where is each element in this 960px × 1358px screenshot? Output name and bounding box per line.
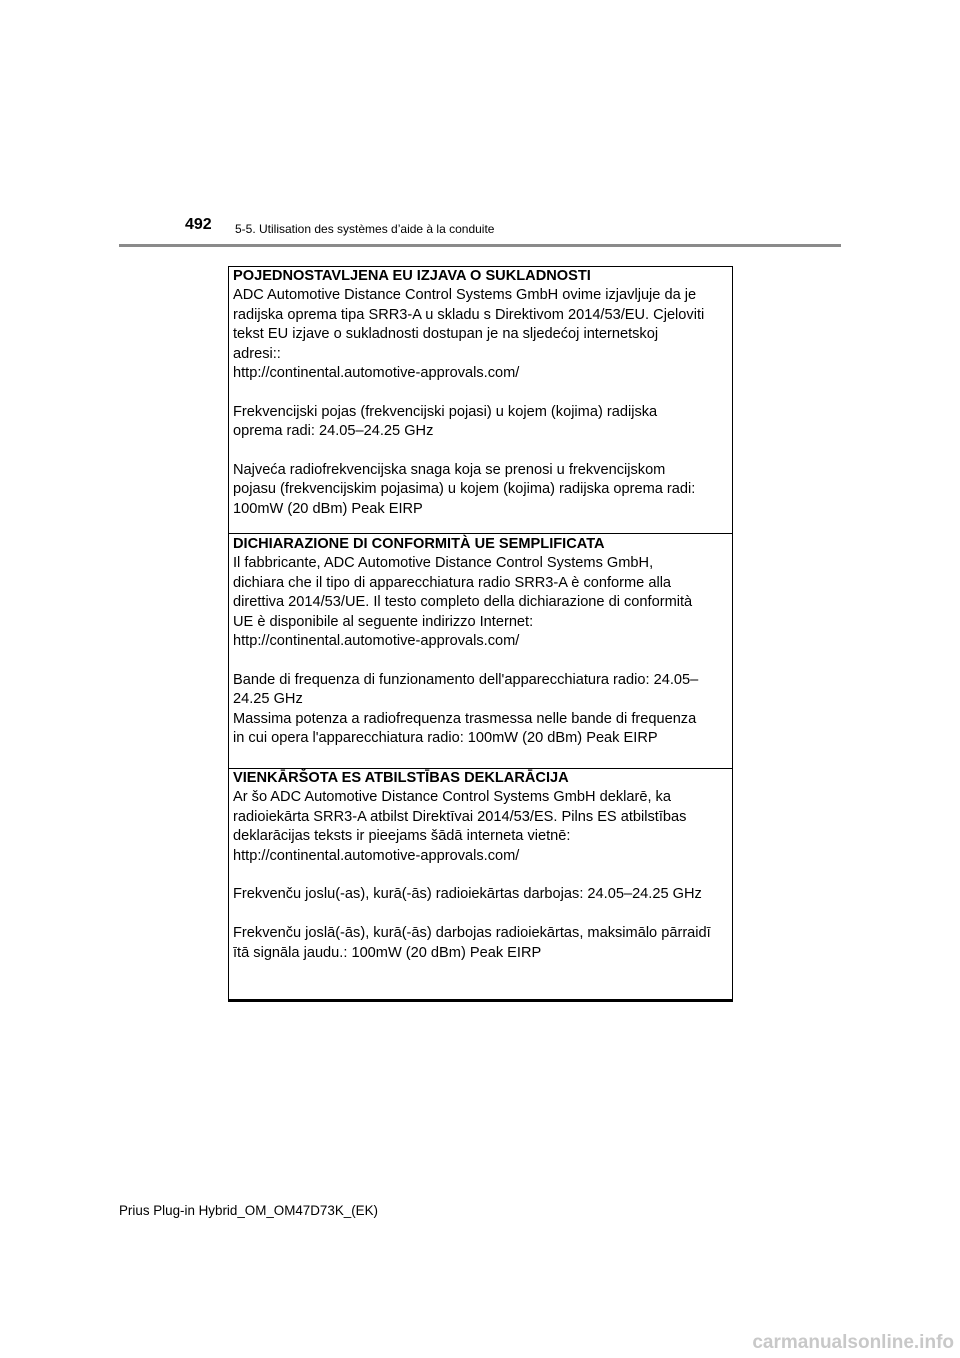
blank-line: [233, 651, 730, 670]
manual-identifier: Prius Plug-in Hybrid_OM_OM47D73K_(EK): [119, 1203, 378, 1218]
declaration-line: deklarācijas teksts ir pieejams šādā interneta vietnē:: [233, 828, 571, 845]
declaration-line: UE è disponibile al seguente indirizzo Internet:: [233, 613, 534, 630]
declaration-line: Frekvencijski pojas (frekvencijski pojasi) u kojem (kojima) radijska: [233, 403, 658, 420]
declaration-line: 24.25 GHz: [233, 691, 303, 708]
declaration-line: http://continental.automotive-approvals.com/: [233, 633, 520, 650]
declaration-line: Il fabbricante, ADC Automotive Distance Control Systems GmbH,: [233, 555, 654, 572]
declaration-line: oprema radi: 24.05–24.25 GHz: [233, 423, 434, 440]
header-divider: [119, 244, 841, 247]
blank-line: [233, 905, 730, 924]
section-title: 5-5. Utilisation des systèmes d’aide à la conduite: [235, 222, 495, 236]
declaration-line: tekst EU izjave o sukladnosti dostupan je na sljedećoj internetskoj: [233, 326, 659, 343]
declaration-line: Ar šo ADC Automotive Distance Control Systems GmbH deklarē, ka: [233, 789, 671, 806]
declaration-line: ītā signāla jaudu.: 100mW (20 dBm) Peak EIRP: [233, 944, 542, 961]
declaration-line: http://continental.automotive-approvals.com/: [233, 365, 520, 382]
declaration-heading: POJEDNOSTAVLJENA EU IZJAVA O SUKLADNOSTI: [233, 268, 591, 284]
declaration-line: Frekvenču joslā(-ās), kurā(-ās) darbojas radioiekārtas, maksimālo pārraidī: [233, 925, 711, 942]
blank-line: [233, 442, 730, 461]
declaration-italian: [233, 535, 730, 748]
declaration-line: ADC Automotive Distance Control Systems GmbH ovime izjavljuje da je: [233, 287, 697, 304]
section-divider: [229, 533, 732, 534]
watermark: carmanualsonline.info: [752, 1332, 954, 1353]
declaration-latvian: [233, 769, 730, 963]
page-number: 492: [185, 216, 212, 233]
declaration-box: [228, 266, 733, 1002]
declaration-line: Frekvenču joslu(-as), kurā(-ās) radioiekārtas darbojas: 24.05–24.25 GHz: [233, 886, 702, 903]
declaration-line: pojasu (frekvencijskim pojasima) u kojem (kojima) radijska oprema radi:: [233, 481, 696, 498]
declaration-line: radioiekārta SRR3-A atbilst Direktīvai 2014/53/ES. Pilns ES atbilstības: [233, 808, 687, 825]
declaration-line: 100mW (20 dBm) Peak EIRP: [233, 500, 423, 517]
declaration-croatian: [233, 267, 730, 519]
declaration-heading: VIENKĀRŠOTA ES ATBILSTĪBAS DEKLARĀCIJA: [233, 770, 569, 786]
declaration-line: Massima potenza a radiofrequenza trasmessa nelle bande di frequenza: [233, 710, 697, 727]
blank-line: [233, 383, 730, 402]
declaration-line: dichiara che il tipo di apparecchiatura radio SRR3-A è conforme alla: [233, 574, 672, 591]
declaration-line: Najveća radiofrekvencijska snaga koja se prenosi u frekvencijskom: [233, 462, 666, 479]
blank-line: [233, 866, 730, 885]
declaration-heading: DICHIARAZIONE DI CONFORMITÀ UE SEMPLIFICATA: [233, 536, 605, 552]
declaration-line: in cui opera l'apparecchiatura radio: 100mW (20 dBm) Peak EIRP: [233, 730, 658, 747]
declaration-line: radijska oprema tipa SRR3-A u skladu s Direktivom 2014/53/EU. Cjeloviti: [233, 306, 705, 323]
declaration-line: Bande di frequenza di funzionamento dell'apparecchiatura radio: 24.05–: [233, 671, 699, 688]
declaration-line: http://continental.automotive-approvals.com/: [233, 847, 520, 864]
declaration-line: adresi::: [233, 345, 281, 362]
declaration-line: direttiva 2014/53/UE. Il testo completo della dichiarazione di conformità: [233, 594, 693, 611]
